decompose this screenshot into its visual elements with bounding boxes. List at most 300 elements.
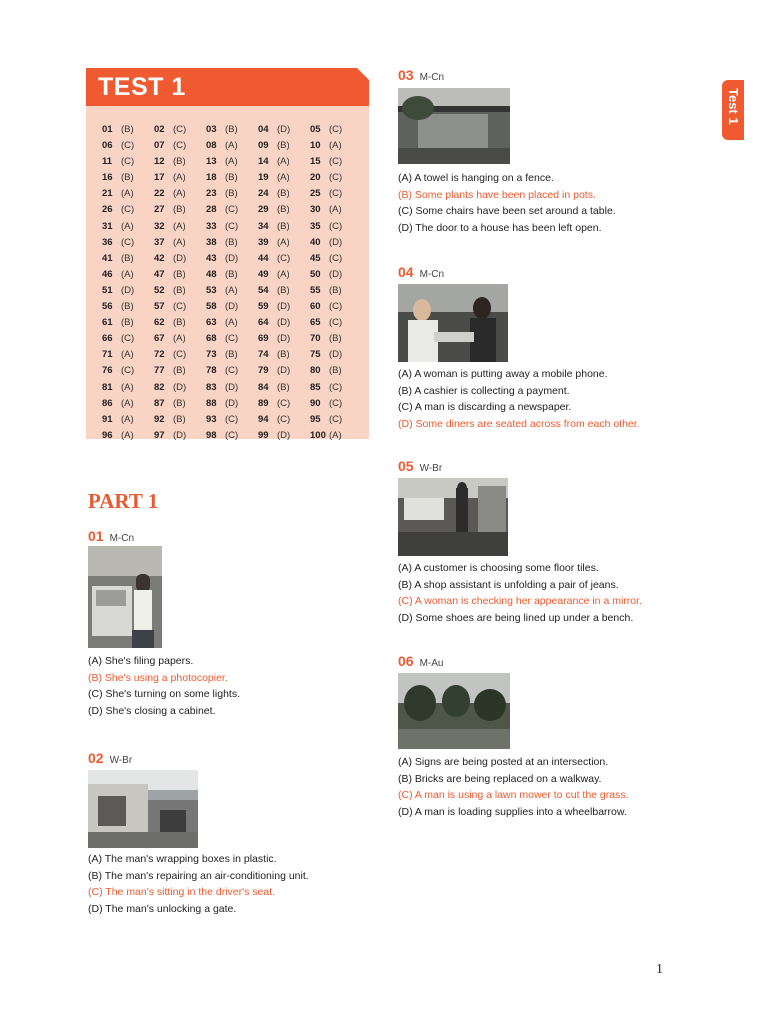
question-03-header bbox=[398, 67, 444, 85]
answer-key-entry bbox=[206, 315, 258, 331]
question-number: 02 bbox=[88, 750, 104, 766]
answer-number: 22 bbox=[154, 188, 165, 200]
answer-letter: (C) bbox=[225, 220, 239, 232]
answer-number: 58 bbox=[206, 301, 217, 313]
answer-letter: (D) bbox=[225, 252, 239, 264]
answer-letter: (C) bbox=[329, 252, 343, 264]
answer-key-entry bbox=[154, 186, 206, 202]
answer-number: 92 bbox=[154, 413, 165, 425]
answer-key-entry bbox=[102, 283, 154, 299]
answer-key-entry bbox=[258, 283, 310, 299]
answer-letter: (C) bbox=[329, 317, 343, 329]
answer-letter: (A) bbox=[121, 381, 134, 393]
answer-letter: (B) bbox=[225, 349, 238, 361]
answer-key-row bbox=[102, 299, 362, 315]
answer-letter: (B) bbox=[329, 333, 342, 345]
answer-key-row bbox=[102, 347, 362, 363]
answer-letter: (B) bbox=[173, 365, 186, 377]
answer-letter: (D) bbox=[277, 429, 291, 441]
answer-number: 44 bbox=[258, 252, 269, 264]
question-03-options bbox=[398, 170, 616, 236]
answer-letter: (A) bbox=[121, 413, 134, 425]
answer-number: 39 bbox=[258, 236, 269, 248]
speaker-label: M-Cn bbox=[109, 533, 135, 544]
answer-letter: (B) bbox=[277, 140, 290, 152]
answer-number: 37 bbox=[154, 236, 165, 248]
answer-key-entry bbox=[154, 347, 206, 363]
answer-letter: (C) bbox=[329, 413, 343, 425]
answer-number: 03 bbox=[206, 124, 217, 135]
answer-key-entry bbox=[206, 347, 258, 363]
answer-number: 70 bbox=[310, 333, 321, 345]
answer-number: 93 bbox=[206, 413, 217, 425]
answer-number: 87 bbox=[154, 397, 165, 409]
question-02-options bbox=[88, 851, 309, 917]
answer-key-entry bbox=[310, 363, 362, 379]
answer-key-entry bbox=[102, 412, 154, 428]
answer-key-row bbox=[102, 428, 362, 444]
answer-key-entry bbox=[258, 235, 310, 251]
answer-letter: (C) bbox=[277, 397, 291, 409]
answer-number: 08 bbox=[206, 140, 217, 152]
answer-key-entry bbox=[102, 251, 154, 267]
answer-number: 24 bbox=[258, 188, 269, 200]
answer-number: 09 bbox=[258, 140, 269, 152]
answer-key-entry bbox=[154, 122, 206, 138]
answer-key-row bbox=[102, 331, 362, 347]
option-d-correct: (D) Some diners are seated across from each other. bbox=[398, 417, 640, 430]
question-05-photo bbox=[398, 478, 508, 556]
answer-number: 81 bbox=[102, 381, 113, 393]
answer-key-entry bbox=[154, 235, 206, 251]
answer-number: 35 bbox=[310, 220, 321, 232]
answer-key-row bbox=[102, 170, 362, 186]
answer-key-entry bbox=[102, 122, 154, 138]
answer-letter: (C) bbox=[277, 413, 291, 425]
answer-key-panel bbox=[86, 106, 369, 439]
answer-number: 40 bbox=[310, 236, 321, 248]
answer-number: 78 bbox=[206, 365, 217, 377]
answer-letter: (B) bbox=[277, 284, 290, 296]
answer-number: 99 bbox=[258, 429, 269, 441]
answer-number: 90 bbox=[310, 397, 321, 409]
answer-letter: (D) bbox=[277, 333, 291, 345]
answer-letter: (C) bbox=[329, 156, 343, 168]
answer-letter: (C) bbox=[173, 124, 187, 135]
answer-key-entry bbox=[206, 235, 258, 251]
answer-letter: (A) bbox=[173, 220, 186, 232]
answer-number: 38 bbox=[206, 236, 217, 248]
answer-key-entry bbox=[310, 347, 362, 363]
answer-number: 15 bbox=[310, 156, 321, 168]
answer-letter: (D) bbox=[225, 397, 239, 409]
answer-letter: (C) bbox=[329, 397, 343, 409]
option-d: (D) A man is loading supplies into a wheelbarrow. bbox=[398, 805, 627, 818]
answer-key-row bbox=[102, 380, 362, 396]
answer-letter: (C) bbox=[329, 124, 343, 135]
answer-letter: (A) bbox=[277, 156, 290, 168]
answer-key-entry bbox=[206, 331, 258, 347]
answer-letter: (B) bbox=[277, 188, 290, 200]
question-01-photo bbox=[88, 546, 162, 648]
answer-letter: (D) bbox=[225, 301, 239, 313]
answer-letter: (A) bbox=[277, 236, 290, 248]
answer-key-entry bbox=[310, 122, 362, 138]
option-a: (A) A towel is hanging on a fence. bbox=[398, 172, 554, 184]
answer-letter: (A) bbox=[329, 429, 342, 441]
option-a: (A) A woman is putting away a mobile phone. bbox=[398, 368, 608, 380]
answer-letter: (A) bbox=[121, 188, 134, 200]
option-a: (A) A customer is choosing some floor tiles. bbox=[398, 562, 599, 574]
answer-key-entry bbox=[206, 251, 258, 267]
answer-letter: (B) bbox=[225, 268, 238, 280]
answer-key-entry bbox=[258, 186, 310, 202]
answer-number: 51 bbox=[102, 284, 113, 296]
answer-key-entry bbox=[310, 267, 362, 283]
answer-key-entry bbox=[310, 219, 362, 235]
option-a: (A) The man's wrapping boxes in plastic. bbox=[88, 853, 277, 865]
answer-letter: (B) bbox=[225, 124, 238, 135]
answer-number: 80 bbox=[310, 365, 321, 377]
answer-letter: (D) bbox=[225, 381, 239, 393]
answer-letter: (B) bbox=[329, 365, 342, 377]
answer-number: 76 bbox=[102, 365, 113, 377]
answer-key-entry bbox=[154, 251, 206, 267]
option-c: (C) Some chairs have been set around a table. bbox=[398, 205, 616, 217]
question-01-header bbox=[88, 528, 134, 546]
answer-number: 06 bbox=[102, 140, 113, 152]
question-04-options bbox=[398, 366, 640, 432]
answer-number: 10 bbox=[310, 140, 321, 152]
answer-letter: (C) bbox=[121, 365, 135, 377]
answer-number: 17 bbox=[154, 172, 165, 184]
answer-number: 84 bbox=[258, 381, 269, 393]
answer-key-entry bbox=[206, 138, 258, 154]
option-d: (D) The door to a house has been left open. bbox=[398, 221, 602, 234]
answer-number: 29 bbox=[258, 204, 269, 216]
answer-number: 86 bbox=[102, 397, 113, 409]
answer-key-entry bbox=[258, 219, 310, 235]
option-b: (B) The man's repairing an air-conditioning unit. bbox=[88, 869, 309, 882]
answer-number: 46 bbox=[102, 268, 113, 280]
question-03-photo bbox=[398, 88, 510, 164]
answer-key-row bbox=[102, 186, 362, 202]
answer-key-row bbox=[102, 315, 362, 331]
option-c: (C) She's turning on some lights. bbox=[88, 688, 240, 700]
answer-letter: (A) bbox=[121, 429, 134, 441]
answer-number: 53 bbox=[206, 284, 217, 296]
answer-number: 48 bbox=[206, 268, 217, 280]
answer-key-entry bbox=[258, 154, 310, 170]
answer-key-entry bbox=[154, 267, 206, 283]
answer-number: 96 bbox=[102, 429, 113, 441]
answer-number: 62 bbox=[154, 317, 165, 329]
answer-letter: (A) bbox=[277, 172, 290, 184]
answer-key-entry bbox=[310, 299, 362, 315]
answer-key-entry bbox=[310, 380, 362, 396]
answer-key-entry bbox=[102, 170, 154, 186]
answer-key-entry bbox=[154, 331, 206, 347]
answer-number: 91 bbox=[102, 413, 113, 425]
answer-key-entry bbox=[206, 299, 258, 315]
option-c-correct: (C) A man is using a lawn mower to cut the grass. bbox=[398, 789, 629, 801]
answer-letter: (C) bbox=[121, 333, 135, 345]
answer-key-row bbox=[102, 396, 362, 412]
answer-key-entry bbox=[258, 428, 310, 444]
answer-key-entry bbox=[310, 283, 362, 299]
answer-number: 21 bbox=[102, 188, 113, 200]
answer-number: 63 bbox=[206, 317, 217, 329]
answer-key-entry bbox=[102, 235, 154, 251]
speaker-label: M-Cn bbox=[419, 269, 445, 280]
answer-letter: (D) bbox=[121, 284, 135, 296]
answer-letter: (B) bbox=[277, 204, 290, 216]
answer-letter: (A) bbox=[329, 140, 342, 152]
answer-letter: (C) bbox=[173, 140, 187, 152]
answer-number: 60 bbox=[310, 301, 321, 313]
answer-key-entry bbox=[310, 331, 362, 347]
answer-key-entry bbox=[154, 363, 206, 379]
answer-number: 41 bbox=[102, 252, 113, 264]
answer-letter: (A) bbox=[225, 156, 238, 168]
answer-key-entry bbox=[154, 154, 206, 170]
question-04-header bbox=[398, 264, 444, 282]
answer-number: 32 bbox=[154, 220, 165, 232]
answer-letter: (D) bbox=[277, 301, 291, 313]
answer-key-entry bbox=[102, 267, 154, 283]
answer-key-row bbox=[102, 363, 362, 379]
answer-number: 74 bbox=[258, 349, 269, 361]
answer-key-entry bbox=[154, 428, 206, 444]
answer-number: 50 bbox=[310, 268, 321, 280]
answer-number: 36 bbox=[102, 236, 113, 248]
answer-letter: (C) bbox=[225, 429, 239, 441]
answer-number: 23 bbox=[206, 188, 217, 200]
speaker-label: W-Br bbox=[419, 463, 443, 474]
answer-key-entry bbox=[310, 154, 362, 170]
answer-key-entry bbox=[102, 396, 154, 412]
answer-key-entry bbox=[310, 251, 362, 267]
answer-letter: (D) bbox=[173, 429, 187, 441]
question-06-options bbox=[398, 754, 629, 820]
question-number: 04 bbox=[398, 264, 414, 280]
option-b-correct: (B) Some plants have been placed in pots. bbox=[398, 188, 596, 201]
answer-key-row bbox=[102, 138, 362, 154]
option-b: (B) A shop assistant is unfolding a pair of jeans. bbox=[398, 578, 619, 591]
answer-key-entry bbox=[102, 380, 154, 396]
answer-letter: (C) bbox=[121, 156, 135, 168]
answer-number: 98 bbox=[206, 429, 217, 441]
question-06-photo bbox=[398, 673, 510, 749]
question-05-header bbox=[398, 458, 442, 476]
answer-letter: (B) bbox=[121, 317, 134, 329]
answer-number: 69 bbox=[258, 333, 269, 345]
answer-letter: (C) bbox=[329, 188, 343, 200]
answer-number: 27 bbox=[154, 204, 165, 216]
answer-key-entry bbox=[310, 170, 362, 186]
answer-number: 54 bbox=[258, 284, 269, 296]
answer-number: 77 bbox=[154, 365, 165, 377]
answer-key-entry bbox=[310, 428, 362, 444]
answer-key-entry bbox=[206, 412, 258, 428]
answer-number: 85 bbox=[310, 381, 321, 393]
answer-number: 45 bbox=[310, 252, 321, 264]
answer-letter: (D) bbox=[173, 252, 187, 264]
answer-key-entry bbox=[206, 170, 258, 186]
test-title: TEST 1 bbox=[98, 73, 186, 101]
answer-key-row bbox=[102, 202, 362, 218]
answer-key-entry bbox=[310, 412, 362, 428]
answer-letter: (C) bbox=[225, 413, 239, 425]
answer-number: 82 bbox=[154, 381, 165, 393]
answer-key-entry bbox=[206, 363, 258, 379]
answer-number: 11 bbox=[102, 156, 113, 168]
answer-key-entry bbox=[102, 138, 154, 154]
option-a: (A) She's filing papers. bbox=[88, 655, 194, 667]
answer-letter: (B) bbox=[121, 252, 134, 264]
answer-number: 19 bbox=[258, 172, 269, 184]
question-number: 03 bbox=[398, 67, 414, 83]
answer-letter: (C) bbox=[277, 252, 291, 264]
answer-number: 66 bbox=[102, 333, 113, 345]
answer-number: 71 bbox=[102, 349, 113, 361]
answer-letter: (B) bbox=[173, 397, 186, 409]
answer-letter: (B) bbox=[173, 268, 186, 280]
answer-number: 89 bbox=[258, 397, 269, 409]
answer-key-entry bbox=[102, 331, 154, 347]
answer-letter: (C) bbox=[121, 236, 135, 248]
answer-key-entry bbox=[206, 267, 258, 283]
answer-letter: (C) bbox=[173, 349, 187, 361]
answer-letter: (B) bbox=[173, 284, 186, 296]
answer-letter: (A) bbox=[329, 204, 342, 216]
answer-key-entry bbox=[154, 138, 206, 154]
option-c: (C) A man is discarding a newspaper. bbox=[398, 401, 572, 413]
question-05-options bbox=[398, 560, 642, 626]
answer-key-entry bbox=[310, 186, 362, 202]
answer-key-entry bbox=[206, 186, 258, 202]
answer-number: 56 bbox=[102, 301, 113, 313]
answer-number: 67 bbox=[154, 333, 165, 345]
option-b: (B) Bricks are being replaced on a walkway. bbox=[398, 772, 602, 785]
answer-letter: (A) bbox=[173, 236, 186, 248]
answer-letter: (B) bbox=[277, 349, 290, 361]
answer-key-entry bbox=[258, 412, 310, 428]
option-b: (B) A cashier is collecting a payment. bbox=[398, 384, 570, 397]
answer-letter: (A) bbox=[173, 188, 186, 200]
answer-letter: (D) bbox=[277, 365, 291, 377]
part-title: PART 1 bbox=[88, 489, 159, 513]
answer-key-entry bbox=[102, 186, 154, 202]
answer-number: 64 bbox=[258, 317, 269, 329]
answer-key-entry bbox=[102, 347, 154, 363]
answer-key-entry bbox=[154, 170, 206, 186]
answer-key-row bbox=[102, 267, 362, 283]
answer-key-row bbox=[102, 122, 362, 138]
answer-number: 18 bbox=[206, 172, 217, 184]
answer-number: 88 bbox=[206, 397, 217, 409]
answer-number: 83 bbox=[206, 381, 217, 393]
answer-letter: (B) bbox=[277, 220, 290, 232]
question-04-photo bbox=[398, 284, 508, 362]
answer-letter: (B) bbox=[173, 413, 186, 425]
answer-letter: (A) bbox=[121, 349, 134, 361]
answer-number: 95 bbox=[310, 413, 321, 425]
answer-key-entry bbox=[206, 283, 258, 299]
answer-number: 43 bbox=[206, 252, 217, 264]
answer-number: 65 bbox=[310, 317, 321, 329]
answer-key-entry bbox=[206, 202, 258, 218]
answer-key-entry bbox=[258, 122, 310, 138]
answer-number: 04 bbox=[258, 124, 269, 135]
answer-key-entry bbox=[154, 202, 206, 218]
side-tab-label: Test 1 bbox=[726, 88, 741, 125]
answer-number: 79 bbox=[258, 365, 269, 377]
question-06-header bbox=[398, 653, 443, 671]
answer-number: 01 bbox=[102, 124, 113, 135]
speaker-label: M-Cn bbox=[419, 72, 445, 83]
answer-letter: (A) bbox=[225, 284, 238, 296]
answer-key-entry bbox=[154, 380, 206, 396]
question-number: 01 bbox=[88, 528, 104, 544]
answer-key-entry bbox=[258, 363, 310, 379]
answer-letter: (B) bbox=[225, 172, 238, 184]
answer-letter: (C) bbox=[329, 172, 343, 184]
test-side-tab bbox=[722, 80, 744, 140]
answer-number: 97 bbox=[154, 429, 165, 441]
answer-key-entry bbox=[258, 170, 310, 186]
answer-letter: (B) bbox=[173, 204, 186, 216]
answer-letter: (D) bbox=[173, 381, 187, 393]
answer-key-entry bbox=[206, 219, 258, 235]
answer-number: 16 bbox=[102, 172, 113, 184]
answer-key-entry bbox=[154, 299, 206, 315]
answer-key-entry bbox=[258, 347, 310, 363]
answer-letter: (B) bbox=[277, 381, 290, 393]
answer-letter: (A) bbox=[225, 317, 238, 329]
answer-key-entry bbox=[102, 299, 154, 315]
answer-letter: (A) bbox=[121, 268, 134, 280]
answer-key-row bbox=[102, 219, 362, 235]
answer-key-entry bbox=[102, 202, 154, 218]
answer-number: 100 bbox=[310, 429, 326, 441]
answer-key-entry bbox=[258, 299, 310, 315]
answer-letter: (C) bbox=[225, 204, 239, 216]
answer-key-entry bbox=[258, 267, 310, 283]
answer-key-entry bbox=[258, 396, 310, 412]
answer-number: 05 bbox=[310, 124, 321, 135]
answer-key-entry bbox=[102, 219, 154, 235]
option-d: (D) She's closing a cabinet. bbox=[88, 704, 216, 717]
answer-key-entry bbox=[310, 202, 362, 218]
answer-key-row bbox=[102, 251, 362, 267]
option-c-correct: (C) A woman is checking her appearance in a mirror. bbox=[398, 595, 642, 607]
answer-key-entry bbox=[310, 138, 362, 154]
answer-letter: (C) bbox=[225, 365, 239, 377]
answer-key-entry bbox=[154, 396, 206, 412]
answer-key-grid bbox=[102, 122, 362, 444]
answer-key-entry bbox=[206, 396, 258, 412]
answer-key-entry bbox=[258, 315, 310, 331]
answer-letter: (B) bbox=[225, 236, 238, 248]
answer-key-entry bbox=[206, 122, 258, 138]
test-header bbox=[86, 68, 369, 106]
answer-number: 25 bbox=[310, 188, 321, 200]
answer-letter: (D) bbox=[329, 268, 343, 280]
option-c-correct: (C) The man's sitting in the driver's seat. bbox=[88, 886, 276, 898]
answer-number: 94 bbox=[258, 413, 269, 425]
answer-letter: (A) bbox=[121, 220, 134, 232]
